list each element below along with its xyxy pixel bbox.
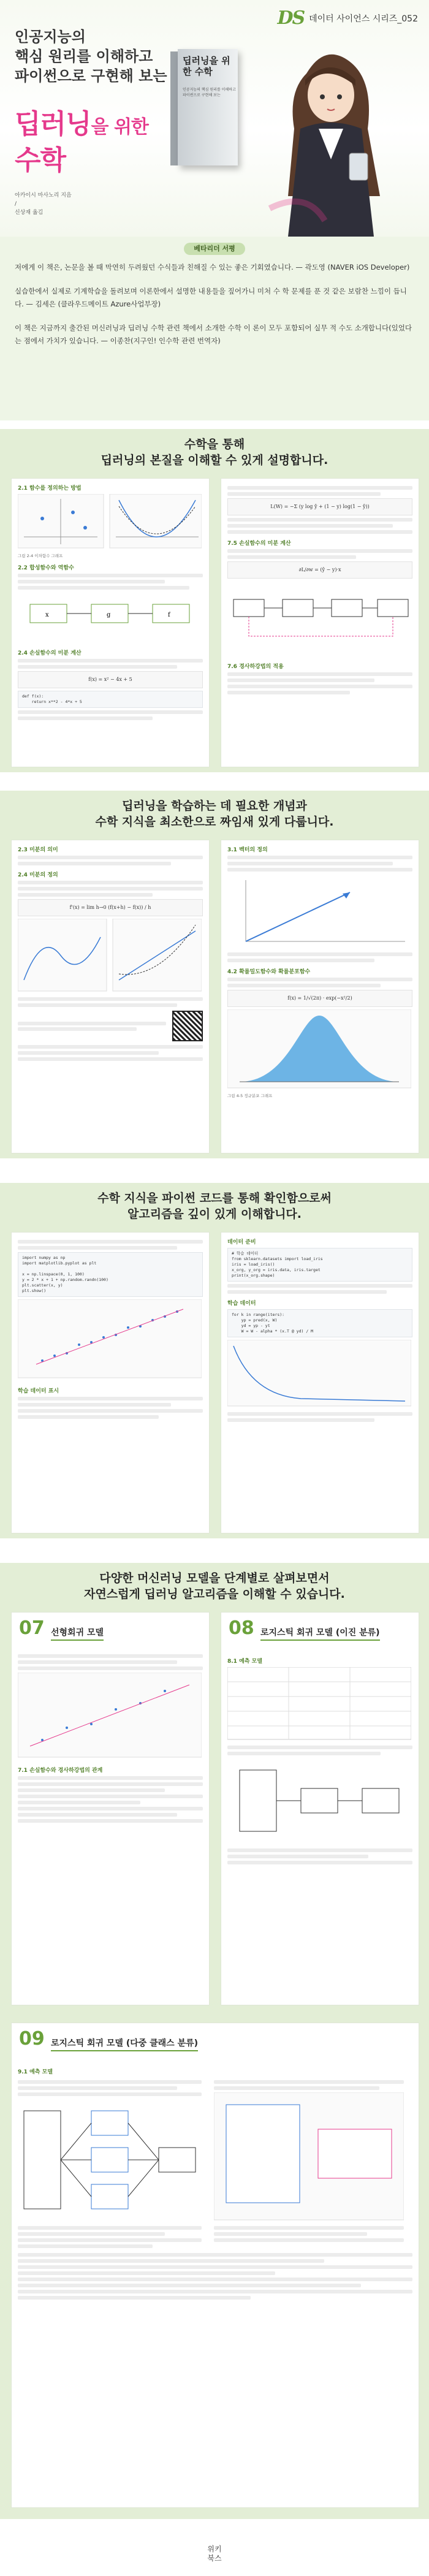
chapter9-subheading: 9.1 예측 모델 [18,2069,53,2075]
subtitle-line-3: 파이썬으로 구현해 보는 [15,67,167,85]
subtitle-line-1: 인공지능의 [15,28,86,45]
character-illustration [233,37,417,237]
svg-text:g: g [107,612,111,618]
section2-left-page [11,840,210,1153]
section2-heading [0,798,429,830]
section1-right-page [221,478,419,767]
derivative-equation: f'(x) = lim h→0 (f(x+h) − f(x)) / h [18,899,203,916]
svg-text:x: x [45,612,49,618]
author: 아카이시 마사노리 지음 [15,192,72,199]
svg-text:f: f [168,612,170,618]
regression-plot [18,1673,202,1758]
normal-distribution-plot [227,1009,411,1089]
section2-heading-line1: 딥러닝을 학습하는 데 필요한 개념과 [122,799,307,813]
equation-2: L(W) = −Σ (y log ŷ + (1 − y) log(1 − ŷ)) [227,498,412,515]
publisher-line-2: 북스 [207,2554,222,2563]
equation-3: ∂L/∂w = (ŷ − y)·x [227,561,412,579]
matrix-figure [214,2092,404,2221]
multiclass-network-diagram [18,2099,202,2221]
chapter-title: 선형회귀 모델 [51,1626,104,1641]
publisher-logo [200,2545,229,2563]
left-heading-1: 2.3 미분의 의미 [18,847,58,853]
code-sample-1: def f(x): return x**2 - 4*x + 5 [18,691,203,708]
book-cover-title: 딥러닝을 위한 수학 [183,55,230,77]
loss-curve-plot [227,1340,411,1407]
chapter-number: 08 [229,1617,254,1639]
section3-right-page [221,1232,419,1533]
section1-left-page [11,478,210,767]
publisher-line-1: 위키 [207,2545,222,2553]
section3-heading-line1: 수학 지식을 파이썬 코드를 통해 확인함으로써 [97,1191,332,1205]
section2-heading-line2: 수학 지식을 최소한으로 짜임새 있게 다룹니다. [95,815,334,829]
right-heading-1: 3.1 벡터의 정의 [227,847,268,853]
left-heading-2: 2.2 합성함수와 역함수 [18,565,74,571]
quadratic-plots [18,494,202,549]
ds-logo: DS [277,7,305,29]
normal-pdf-equation: f(x) = 1/√(2π) · exp(−x²/2) [227,990,412,1007]
chapter7-page [11,1612,210,2005]
chapter8-page [221,1612,419,2005]
book-cover-subtitle: 인공지능의 핵심 원리를 이해하고 파이썬으로 구현해 보는 [183,88,236,97]
code-sample-left: import numpy as np import matplotlib.pyplot as plt x = np.linspace(0, 1, 100) y = 2 * x + 1 + np.random.randn(100) plt.scatter(x, y) plt.show() [18,1252,203,1297]
section3-heading-line2: 알고리즘을 깊이 있게 이해합니다. [127,1207,302,1221]
code-sample-right-1: # 학습 데이터 from sklearn.datasets import load_iris iris = load_iris() x_org, y_org = iris.data, iris.target print(x_org.shape) [227,1248,412,1282]
code-sample-right-2: for k in range(iters): yp = pred(x, W) yd = yp - yt W = W - alpha * (x.T @ yd) / M [227,1309,412,1337]
chapter-number: 07 [19,1617,45,1639]
section3-heading [0,1190,429,1222]
scatter-plot [18,1299,202,1379]
left-heading-3: 2.4 손실함수의 미분 계산 [18,650,82,656]
title-math: 수학 [15,145,66,176]
series-label: 데이터 사이언스 시리즈_052 [309,13,418,24]
left-heading-1: 2.1 함수를 정의하는 방법 [18,485,82,492]
section1-heading-line1: 수학을 통해 [184,438,245,451]
right-heading-2: 7.6 경사하강법의 적용 [227,664,284,670]
chapter7-subheading: 7.1 손실함수와 경사하강법의 관계 [18,1768,103,1774]
composite-function-diagram [18,592,202,641]
right-heading-2: 4.2 확률밀도함수와 확률분포함수 [227,969,311,975]
chapter9-page [11,2023,419,2508]
figure-caption: 그림 2-4 이차함수 그래프 [18,553,63,558]
review-list [15,261,414,359]
section3-left-page [11,1232,210,1533]
section4-heading-line1: 다양한 머신러닝 모델을 단계별로 살펴보면서 [99,1571,330,1585]
author-separator: / [15,201,17,207]
equation-1: f(x) = x² − 4x + 5 [18,671,203,688]
right-heading-1: 7.5 손실함수의 미분 계산 [227,541,291,547]
figure-caption: 그림 4-5 정규분포 그래프 [227,1093,273,1098]
section4-heading-line2: 자연스럽게 딥러닝 알고리즘을 이해할 수 있습니다. [84,1587,345,1601]
hero-section [0,0,429,237]
chapter-title: 로지스틱 회귀 모델 (다중 클래스 분류) [51,2037,198,2051]
right-heading-1: 데이터 준비 [227,1239,256,1245]
left-heading-2: 2.4 미분의 정의 [18,872,58,878]
review-item: 이 책은 지금까지 출간된 머신러닝과 딥러닝 수학 관련 책에서 소개한 수학 이 론이 모두 포함되어 실무 적 수도 소개합니다(있었다는 점에서 가치가 있습니다. — 이종찬(지구인! 인수학 관련 번역자) [15,324,412,345]
subtitle-line-2: 핵심 원리를 이해하고 [15,48,153,65]
network-diagram [227,581,411,655]
curve-plots [18,919,202,992]
review-tag: 베타리더 서평 [184,243,245,255]
title-for: 을 위한 [91,116,148,138]
author-info [15,191,72,217]
translator: 신상재 옮김 [15,210,44,216]
title-deep-learning: 딥러닝 [15,108,91,140]
series-brand [277,7,418,29]
qr-code[interactable] [172,1011,203,1041]
book-cover [178,49,238,165]
section1-heading [0,436,429,468]
section2-right-page [221,840,419,1153]
right-heading-2: 학습 데이터 [227,1301,256,1307]
table-figure [227,1667,411,1741]
section1-heading-line2: 딥러닝의 본질을 이해할 수 있게 설명합니다. [101,454,328,467]
section4-heading [0,1570,429,1602]
vector-diagram [227,874,411,948]
classifier-network-diagram [227,1758,411,1844]
left-heading: 학습 데이터 표시 [18,1388,59,1394]
chapter8-subheading: 8.1 예측 모델 [227,1658,262,1665]
chapter-number: 09 [19,2028,45,2050]
review-item: 실습한에서 실제로 기계학습을 돌려보며 이론한에서 설명한 내용들을 짚어가니 미처 수 학 문제를 푼 것 같은 보람찬 느낌이 듭니다. — 김세은 (클라우드메이트 Azure사업부장) [15,287,407,308]
book-main-title [15,108,148,177]
review-item: 저에게 이 책은, 논문을 볼 때 막연히 두려웠던 수식들과 친해질 수 있는 좋은 기회였습니다. — 곽도영 (NAVER iOS Developer) [15,263,410,272]
chapter-title: 로지스틱 회귀 모델 (이진 분류) [260,1626,380,1641]
